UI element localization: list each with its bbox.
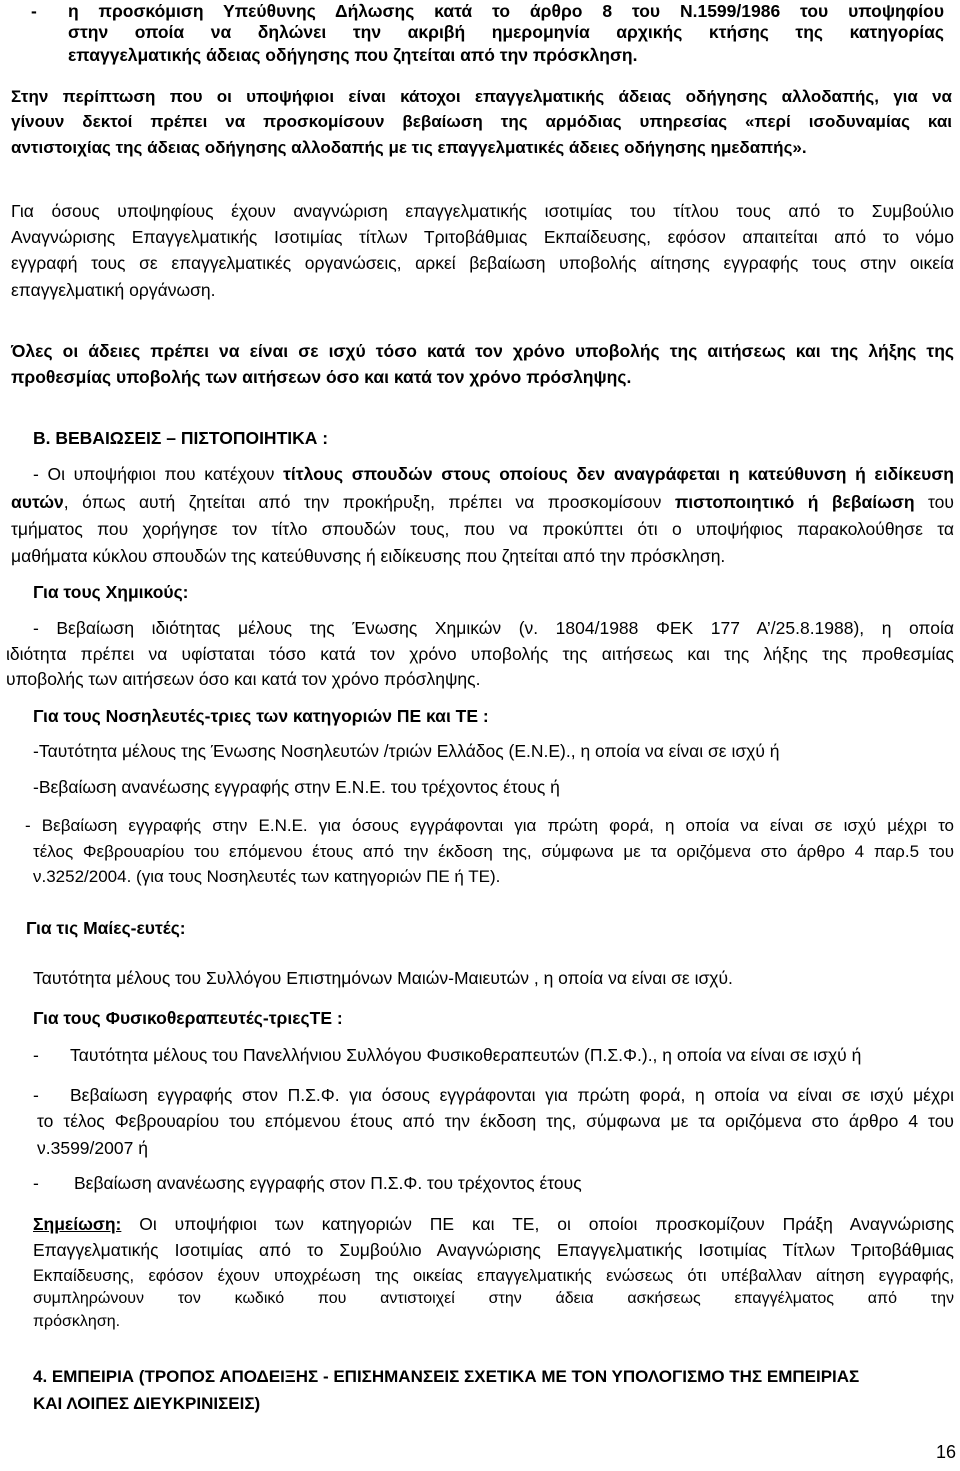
text-run: Οι υποψήφιοι των κατηγοριών ΠΕ και ΤΕ, οι οποίοι προσκομίζουν Πράξη Αναγνώρισης	[121, 1214, 954, 1234]
chemists-heading: Για τους Χημικούς:	[33, 582, 189, 602]
paragraph-line: γίνουν δεκτοί πρέπει να προσκομίσουν βεβαίωση της αρμόδιας υπηρεσίας «περί ισοδυναμίας και	[11, 112, 952, 131]
paragraph-line: Όλες οι άδειες πρέπει να είναι σε ισχύ τόσο κατά τον χρόνο υποβολής της αιτήσεως και της λήξης της	[11, 341, 954, 361]
paragraph-line: Για όσους υποψηφίους έχουν αναγνώριση επαγγελματικής ισοτιμίας του τίτλου τους από το Συμβούλιο	[11, 201, 954, 221]
note-line: Εκπαίδευσης, εφόσον έχουν υποχρέωση της οικείας επαγγελματικής ενώσεως ότι υπέβαλλαν αίτηση εγγραφής,	[33, 1267, 954, 1285]
nurses-item: ν.3252/2004. (για τους Νοσηλευτές των κατηγοριών ΠΕ ή ΤΕ).	[33, 867, 501, 886]
physio-item: το τέλος Φεβρουαρίου του επόμενου έτους από την έκδοση της, σύμφωνα με τα οριζόμενα στο άρθρο 4 του	[37, 1111, 954, 1131]
physio-item: Ταυτότητα μέλους του Πανελλήνιου Συλλόγου Φυσικοθεραπευτών (Π.Σ.Φ.)., η οποία να είναι σε ισχύ ή	[70, 1045, 862, 1065]
paragraph-line: Αναγνώρισης Επαγγελματικής Ισοτιμίας τίτλων Τριτοβάθμιας Εκπαίδευσης, εφόσον απαιτείται από το νόμο	[11, 227, 954, 247]
intro-line: στην οποία να δηλώνει την ακριβή ημερομηνία αρχικής κτήσης της κατηγορίας	[68, 22, 944, 42]
nurses-item: τέλος Φεβρουαρίου του επόμενου έτους από την έκδοση της, σύμφωνα με τα οριζόμενα στο άρθρο 4 παρ.5 του	[33, 842, 954, 861]
list-dash: -	[33, 1173, 39, 1193]
section-b-line	[11, 491, 954, 513]
list-dash: -	[33, 1045, 39, 1065]
section-heading: Β. ΒΕΒΑΙΩΣΕΙΣ – ΠΙΣΤΟΠΟΙΗΤΙΚΑ :	[33, 428, 329, 448]
note-line: Επαγγελματικής Ισοτιμίας από το Συμβούλιο Αναγνώρισης Επαγγελματικής Ισοτιμίας Τίτλων Τριτοβάθμιας	[33, 1240, 954, 1260]
intro-line: η προσκόμιση Υπεύθυνης Δήλωσης κατά το άρθρο 8 του Ν.1599/1986 του υποψηφίου	[68, 1, 944, 21]
physio-heading: Για τους Φυσικοθεραπευτές-τριεςΤΕ :	[33, 1008, 343, 1028]
list-dash: -	[31, 1, 37, 21]
section-b-line	[33, 463, 954, 485]
paragraph-line: προθεσμίας υποβολής των αιτήσεων όσο και κατά τον χρόνο πρόσληψης.	[11, 367, 632, 387]
text-run-bold: αυτών	[11, 492, 64, 512]
chemists-line: ιδιότητα πρέπει να υφίσταται τόσο κατά τον χρόνο υποβολής της αιτήσεως και της λήξης της προθεσμίας	[6, 644, 954, 664]
note-label: Σημείωση:	[33, 1214, 122, 1234]
section-heading-line: 4. ΕΜΠΕΙΡΙΑ (ΤΡΟΠΟΣ ΑΠΟΔΕΙΞΗΣ - ΕΠΙΣΗΜΑΝΣΕΙΣ ΣΧΕΤΙΚΑ ΜΕ ΤΟΝ ΥΠΟΛΟΓΙΣΜΟ ΤΗΣ ΕΜΠΕΙΡΙΑΣ	[33, 1367, 860, 1386]
intro-line: επαγγελματικής άδειας οδήγησης που ζητείται από την πρόσκληση.	[68, 45, 638, 65]
physio-item: Βεβαίωση ανανέωσης εγγραφής στον Π.Σ.Φ. του τρέχοντος έτους	[74, 1173, 582, 1193]
note-line	[33, 1213, 954, 1235]
note-line: πρόσκληση.	[33, 1313, 121, 1330]
nurses-item: - Βεβαίωση εγγραφής στην Ε.Ν.Ε. για όσους εγγράφονται για πρώτη φορά, η οποία να είναι σε ισχύ μέχρι το	[25, 816, 954, 835]
physio-item: Βεβαίωση εγγραφής στον Π.Σ.Φ. για όσους εγγράφονται για πρώτη φορά, η οποία να είναι σε ισχύ μέχρι	[70, 1085, 954, 1105]
midwives-item: Ταυτότητα μέλους του Συλλόγου Επιστημόνων Μαιών-Μαιευτών , η οποία να είναι σε ισχύ.	[33, 968, 733, 988]
paragraph-line: Στην περίπτωση που οι υποψήφιοι είναι κάτοχοι επαγγελματικής άδειας οδήγησης αλλοδαπής, για να	[11, 87, 952, 106]
nurses-heading: Για τους Νοσηλευτές-τριες των κατηγοριών ΠΕ και ΤΕ :	[33, 706, 489, 726]
chemists-line: υποβολής των αιτήσεων όσο και κατά τον χρόνο πρόσληψης.	[6, 669, 481, 689]
text-run: - Οι υποψήφιοι που κατέχουν	[33, 464, 284, 484]
text-run: του	[914, 492, 954, 512]
text-run-bold: τίτλους σπουδών στους οποίους δεν αναγράφεται η κατεύθυνση ή ειδίκευση	[283, 464, 954, 484]
nurses-item: -Βεβαίωση ανανέωσης εγγραφής στην Ε.Ν.Ε. του τρέχοντος έτους ή	[33, 777, 560, 797]
section-heading-line: ΚΑΙ ΛΟΙΠΕΣ ΔΙΕΥΚΡΙΝΙΣΕΙΣ)	[33, 1394, 261, 1413]
list-dash: -	[33, 1085, 39, 1105]
paragraph-line: εγγραφή τους σε επαγγελματικές οργανώσεις, αρκεί βεβαίωση υποβολής αίτησης εγγραφής τους στην οικεία	[11, 253, 954, 273]
paragraph-line: επαγγελματική οργάνωση.	[11, 280, 216, 300]
section-b-line: μαθήματα κύκλου σπουδών της κατεύθυνσης ή ειδίκευσης που ζητείται από την πρόσκληση.	[11, 546, 726, 566]
nurses-item: -Ταυτότητα μέλους της Ένωσης Νοσηλευτών /τριών Ελλάδος (Ε.Ν.Ε)., η οποία να είναι σε ισχύ ή	[33, 741, 780, 761]
paragraph-line: αντιστοιχίας της άδειας οδήγησης αλλοδαπής με τις επαγγελματικές άδειες οδήγησης ημεδαπής».	[11, 138, 807, 157]
midwives-heading: Για τις Μαίες-ευτές:	[26, 918, 186, 938]
page-number: 16	[936, 1442, 957, 1462]
note-line: συμπληρώνουν τον κωδικό που αντιστοιχεί στην άδεια ασκήσεως επαγγέλματος από την	[33, 1290, 954, 1307]
chemists-line: - Βεβαίωση ιδιότητας μέλους της Ένωσης Χημικών (ν. 1804/1988 ΦΕΚ 177 Α’/25.8.1988), η οποία	[33, 618, 954, 638]
physio-item: ν.3599/2007 ή	[37, 1138, 148, 1158]
text-run-bold: πιστοποιητικό ή βεβαίωση	[674, 492, 915, 512]
section-b-line: τμήματος που χορήγησε τον τίτλο σπουδών τους, που να προκύπτει ότι ο υποψήφιος παρακολούθησε τα	[11, 519, 954, 539]
text-run: , όπως αυτή ζητείται από την προκήρυξη, πρέπει να προσκομίσουν	[63, 492, 675, 512]
